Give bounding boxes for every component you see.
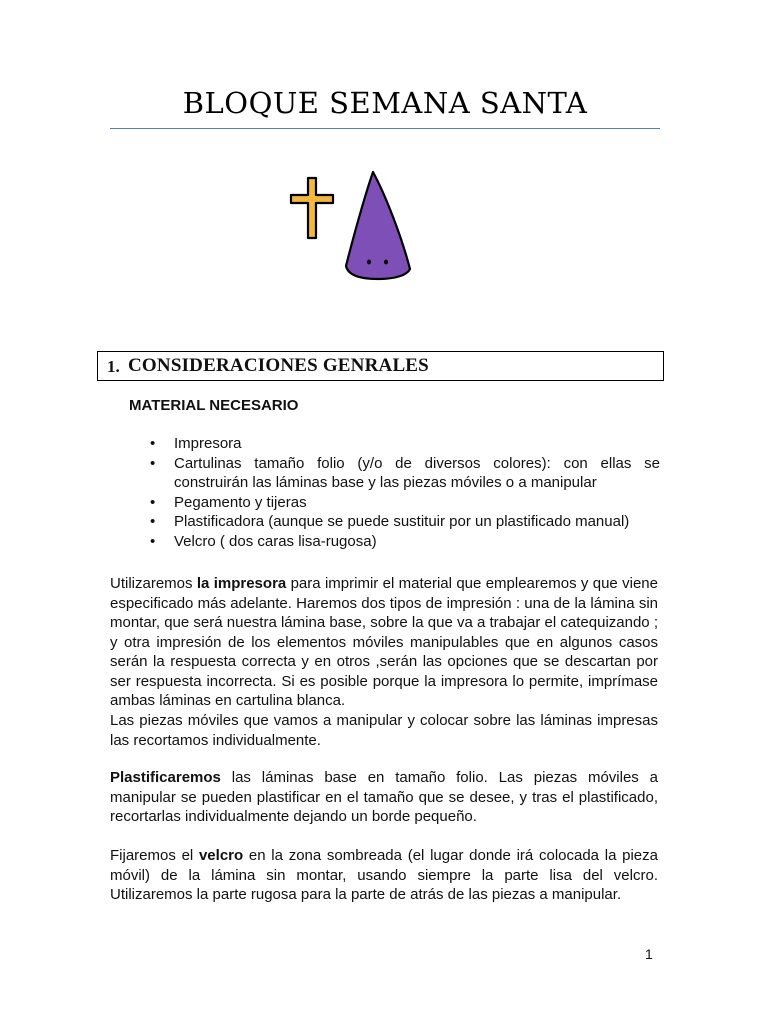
list-item: • Pegamento y tijeras <box>150 493 660 513</box>
paragraph-text: para imprimir el material que emplearemos y que viene especificado más adelante. Haremos dos tipos de impresión : una de la lámina sin montar, que será nuestra lámina base, sobre la que va a trabajar el catequizando ; y otra impresión de los elementos móviles manipulables que en algunos casos serán la respuesta correcta y en otros ,serán las opciones que se descartan por ser respuesta incorrecta. Si es posible porque la impresora lo permite, imprímase ambas láminas en cartulina blanca. <box>110 575 658 709</box>
material-list <box>150 434 660 551</box>
bold-term: la impresora <box>196 575 287 592</box>
material-heading: MATERIAL NECESARIO <box>129 397 299 414</box>
paragraph-text: Fijaremos el <box>110 847 199 864</box>
section-title: CONSIDERACIONES GENRALES <box>128 355 429 376</box>
paragraph-velcro <box>110 846 658 905</box>
section-heading-box <box>97 351 664 381</box>
bold-term: velcro <box>198 847 244 864</box>
page-number: 1 <box>645 946 653 962</box>
section-number: 1. <box>107 357 120 376</box>
title-underline <box>110 128 660 129</box>
list-item: • Impresora <box>150 434 660 454</box>
paragraph-laminate <box>110 768 658 827</box>
paragraph-text: Utilizaremos <box>110 575 197 592</box>
paragraph-printer <box>110 574 658 711</box>
purple-capirote-hood-icon <box>346 172 410 279</box>
golden-cross-icon <box>291 178 333 238</box>
document-title: BLOQUE SEMANA SANTA <box>182 86 588 120</box>
paragraph-text: en la zona sombreada (el lugar donde irá colocada la pieza móvil) de la lámina sin montar, usando siempre la parte lisa del velcro. Utilizaremos la parte rugosa para la parte de atrás de las piezas a manipular. <box>110 847 658 903</box>
list-item: • Cartulinas tamaño folio (y/o de diversos colores): con ellas se construirán las láminas base y las piezas móviles o a manipular <box>150 454 660 493</box>
list-item: • Plastificadora (aunque se puede sustituir por un plastificado manual) <box>150 512 660 532</box>
list-item: • Velcro ( dos caras lisa-rugosa) <box>150 532 660 552</box>
holy-week-emblem <box>286 168 416 283</box>
paragraph-text: las láminas base en tamaño folio. Las piezas móviles a manipular se pueden plastificar en el tamaño que se desee, y tras el plastificado, recortarlas individualmente dejando un borde pequeño. <box>110 769 658 825</box>
paragraph-pieces: Las piezas móviles que vamos a manipular y colocar sobre las láminas impresas las recortamos individualmente. <box>110 712 658 749</box>
bold-term: Plastificaremos <box>110 769 221 786</box>
